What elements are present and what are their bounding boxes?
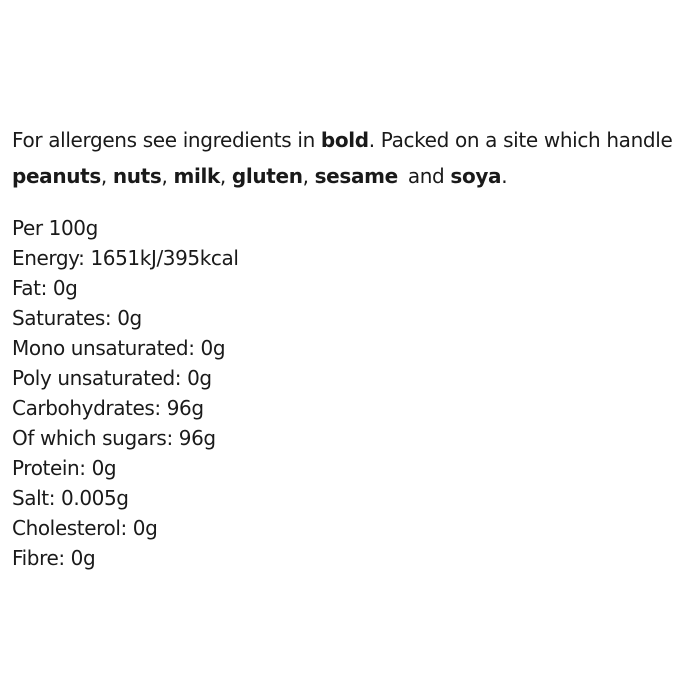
nutrition-row-mono-unsaturated: Mono unsaturated: 0g [12,336,226,360]
nutrition-row-energy: Energy: 1651kJ/395kcal [12,246,239,270]
allergen-line-1 [12,122,700,158]
nutrition-row-fat: Fat: 0g [12,276,78,300]
product-information-document [12,0,700,700]
nutrition-row-fibre: Fibre: 0g [12,546,96,570]
allergen-separator: , [302,164,315,188]
nutrition-row-protein: Protein: 0g [12,456,117,480]
allergen-separator: , [161,164,174,188]
nutrition-row-carbohydrates: Carbohydrates: 96g [12,396,204,420]
nutrition-information [12,213,692,573]
allergen-statement [12,122,700,194]
allergen-and-text: and [407,164,451,188]
bold-keyword: bold [320,128,369,152]
nutrition-row-cholesterol: Cholesterol: 0g [12,516,158,540]
allergen-separator: , [100,164,113,188]
nutrition-row-poly-unsaturated: Poly unsaturated: 0g [12,366,212,390]
allergen-milk: milk [173,164,220,188]
allergen-gluten: gluten [231,164,303,188]
allergen-end-punctuation: . [501,164,508,188]
nutrition-header: Per 100g [12,216,98,240]
nutrition-row-salt: Salt: 0.005g [12,486,129,510]
allergen-sesame: sesame [314,164,398,188]
nutrition-row-saturates: Saturates: 0g [12,306,142,330]
allergen-nuts: nuts [112,164,162,188]
allergen-intro-text: For allergens see ingredients in [12,128,321,152]
allergen-peanuts: peanuts [12,164,101,188]
packing-site-text: . Packed on a site which handle [368,128,673,152]
allergen-soya: soya [450,164,502,188]
allergen-separator: , [219,164,232,188]
allergen-line-2 [12,158,700,194]
nutrition-row-sugars: Of which sugars: 96g [12,426,216,450]
